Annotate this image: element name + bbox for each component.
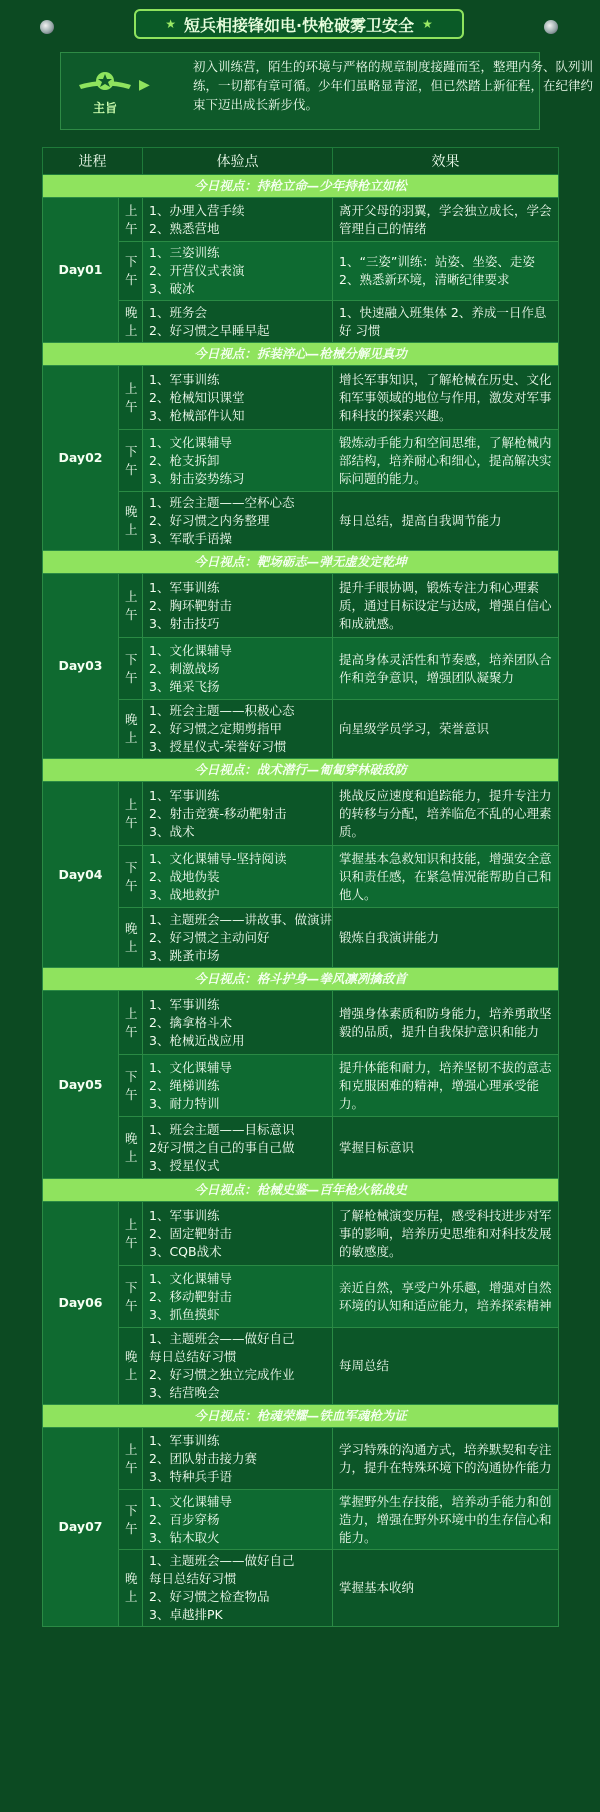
activity-item: 2、百步穿杨 bbox=[149, 1511, 220, 1527]
activity-item: 1、军事训练 bbox=[149, 787, 220, 803]
time-slot bbox=[119, 1117, 143, 1179]
time-slot bbox=[119, 430, 143, 492]
day-theme: 今日视点：持枪立命—少年持枪立如松 bbox=[43, 175, 559, 198]
day-label: Day03 bbox=[43, 574, 119, 759]
time-slot bbox=[119, 700, 143, 759]
table-row bbox=[43, 1055, 559, 1117]
time-slot bbox=[119, 782, 143, 846]
activities-cell bbox=[143, 492, 333, 551]
header-effects: 效果 bbox=[333, 148, 559, 175]
day-label: Day06 bbox=[43, 1202, 119, 1405]
activity-item: 3、钻木取火 bbox=[149, 1529, 220, 1545]
activity-item: 1、文化课辅导 bbox=[149, 642, 232, 658]
time-slot bbox=[119, 198, 143, 242]
activity-item: 2、射击竞赛-移动靶射击 bbox=[149, 805, 287, 821]
time-slot bbox=[119, 1055, 143, 1117]
table-row bbox=[43, 700, 559, 759]
table-row bbox=[43, 1328, 559, 1405]
effect-cell: 1、快速融入班集体 2、养成一日作息好 习惯 bbox=[333, 301, 559, 343]
time-slot-label: 上午 bbox=[125, 1005, 138, 1039]
activity-item: 3、卓越排PK bbox=[149, 1607, 223, 1622]
activity-item: 3、跳蚤市场 bbox=[149, 947, 220, 963]
activity-item: 1、文化课辅导 bbox=[149, 1493, 232, 1509]
schedule-body bbox=[43, 175, 559, 1627]
activity-item: 3、绳采飞扬 bbox=[149, 678, 220, 694]
activity-item: 3、战术 bbox=[149, 823, 195, 839]
day-theme: 今日视点：格斗护身—拳风凛冽擒敌首 bbox=[43, 968, 559, 991]
time-slot-label: 上午 bbox=[125, 380, 138, 414]
time-slot-label: 下午 bbox=[125, 1502, 138, 1536]
header-activities: 体验点 bbox=[143, 148, 333, 175]
activities-cell bbox=[143, 430, 333, 492]
day-theme-row bbox=[43, 551, 559, 574]
time-slot-label: 上午 bbox=[125, 1216, 138, 1250]
table-row bbox=[43, 1117, 559, 1179]
day-theme: 今日视点：枪魂荣耀—铁血军魂枪为证 bbox=[43, 1405, 559, 1428]
activity-item: 2、擒拿格斗术 bbox=[149, 1014, 232, 1030]
time-slot bbox=[119, 301, 143, 343]
table-row bbox=[43, 430, 559, 492]
effect-cell: 增强身体素质和防身能力，培养勇敢坚毅的品质，提升自我保护意识和能力 bbox=[333, 991, 559, 1055]
activity-item: 1、文化课辅导 bbox=[149, 1270, 232, 1286]
effect-cell: 1、“三姿”训练：站姿、坐姿、走姿 2、熟悉新环境，清晰纪律要求 bbox=[333, 242, 559, 301]
activities-cell bbox=[143, 1266, 333, 1328]
time-slot bbox=[119, 1202, 143, 1266]
time-slot bbox=[119, 574, 143, 638]
activity-item: 每日总结好习惯 bbox=[149, 1349, 237, 1364]
time-slot bbox=[119, 366, 143, 430]
activity-item: 1、军事训练 bbox=[149, 371, 220, 387]
table-row bbox=[43, 1266, 559, 1328]
day-theme: 今日视点：拆装淬心—枪械分解见真功 bbox=[43, 343, 559, 366]
time-slot-label: 上午 bbox=[125, 202, 138, 236]
day-theme-row bbox=[43, 1405, 559, 1428]
effect-cell: 向星级学员学习，荣誉意识 bbox=[333, 700, 559, 759]
day-label: Day01 bbox=[43, 198, 119, 343]
activity-item: 2、刺激战场 bbox=[149, 660, 220, 676]
activities-cell bbox=[143, 1055, 333, 1117]
activity-item: 2、好习惯之主动问好 bbox=[149, 929, 270, 945]
activity-item: 1、班会主题——目标意识 bbox=[149, 1121, 295, 1137]
time-slot-label: 晚上 bbox=[125, 1349, 138, 1382]
activities-cell bbox=[143, 366, 333, 430]
time-slot bbox=[119, 1550, 143, 1627]
table-row bbox=[43, 1490, 559, 1550]
time-slot bbox=[119, 638, 143, 700]
activity-item: 2好习惯之自己的事自己做 bbox=[149, 1139, 295, 1155]
time-slot-label: 晚上 bbox=[125, 1130, 138, 1164]
effect-cell: 亲近自然，享受户外乐趣，增强对自然环境的认知和适应能力，培养探索精神 bbox=[333, 1266, 559, 1328]
activity-item: 1、办理入营手续 bbox=[149, 202, 245, 218]
activity-item: 2、团队射击接力赛 bbox=[149, 1450, 257, 1466]
activity-item: 1、文化课辅导 bbox=[149, 1059, 232, 1075]
time-slot bbox=[119, 1266, 143, 1328]
activity-item: 2、枪支拆卸 bbox=[149, 452, 220, 468]
activity-item: 1、主题班会——做好自己 bbox=[149, 1331, 295, 1346]
effect-cell: 学习特殊的沟通方式，培养默契和专注力，提升在特殊环境下的沟通协作能力 bbox=[333, 1428, 559, 1490]
time-slot-label: 晚上 bbox=[125, 1571, 138, 1604]
time-slot-label: 下午 bbox=[125, 651, 138, 685]
activity-item: 3、枪械近战应用 bbox=[149, 1032, 245, 1048]
time-slot-label: 晚上 bbox=[125, 712, 138, 745]
day-theme: 今日视点：战术潜行—匍匐穿林破敌防 bbox=[43, 759, 559, 782]
arrow-right-icon: ▶ bbox=[139, 77, 150, 93]
activity-item: 3、耐力特训 bbox=[149, 1095, 220, 1111]
activity-item: 3、战地救护 bbox=[149, 886, 220, 902]
table-row bbox=[43, 366, 559, 430]
activity-item: 2、战地伪装 bbox=[149, 868, 220, 884]
activity-item: 1、文化课辅导-坚持阅读 bbox=[149, 850, 287, 866]
effect-cell: 挑战反应速度和追踪能力，提升专注力的转移与分配，培养临危不乱的心理素质。 bbox=[333, 782, 559, 846]
table-row bbox=[43, 242, 559, 301]
activities-cell bbox=[143, 1202, 333, 1266]
day-theme: 今日视点：枪械史鉴—百年枪火铭战史 bbox=[43, 1179, 559, 1202]
activities-cell bbox=[143, 908, 333, 968]
activity-item: 1、三姿训练 bbox=[149, 245, 220, 260]
time-slot bbox=[119, 1490, 143, 1550]
activity-item: 3、射击姿势练习 bbox=[149, 470, 245, 486]
star-icon: ★ bbox=[165, 17, 176, 31]
time-slot bbox=[119, 1328, 143, 1405]
table-row bbox=[43, 908, 559, 968]
banner-title: 短兵相接锋如电·快枪破雾卫安全 bbox=[183, 15, 415, 35]
day-theme-row bbox=[43, 175, 559, 198]
activity-item: 2、好习惯之内务整理 bbox=[149, 513, 270, 528]
day-theme-row bbox=[43, 343, 559, 366]
time-slot-label: 下午 bbox=[125, 1068, 138, 1102]
activities-cell bbox=[143, 1490, 333, 1550]
activity-item: 3、抓鱼摸虾 bbox=[149, 1306, 220, 1322]
effect-cell: 提升体能和耐力，培养坚韧不拔的意志和克服困难的精神，增强心理承受能力。 bbox=[333, 1055, 559, 1117]
effect-cell: 掌握目标意识 bbox=[333, 1117, 559, 1179]
activity-item: 1、军事训练 bbox=[149, 996, 220, 1012]
day-theme-row bbox=[43, 759, 559, 782]
effect-cell: 提升手眼协调，锻炼专注力和心理素质，通过目标设定与达成，增强自信心和成就感。 bbox=[333, 574, 559, 638]
activities-cell bbox=[143, 1428, 333, 1490]
day-label: Day04 bbox=[43, 782, 119, 968]
screw-icon bbox=[40, 20, 54, 34]
activities-cell bbox=[143, 198, 333, 242]
day-label: Day07 bbox=[43, 1428, 119, 1627]
activity-item: 3、特种兵手语 bbox=[149, 1468, 232, 1484]
effect-cell: 锻炼自我演讲能力 bbox=[333, 908, 559, 968]
activity-item: 2、好习惯之独立完成作业 bbox=[149, 1367, 295, 1382]
activity-item: 3、授星仪式 bbox=[149, 1157, 220, 1173]
day-label: Day02 bbox=[43, 366, 119, 551]
activities-cell bbox=[143, 1328, 333, 1405]
table-row bbox=[43, 1550, 559, 1627]
effect-cell: 了解枪械演变历程，感受科技进步对军事的影响，培养历史思维和对科技发展的敏感度。 bbox=[333, 1202, 559, 1266]
intro-text: 初入训练营，陌生的环境与严格的规章制度接踵而至，整理内务、队列训练，一切都有章可循。少年们虽略显青涩，但已然踏上新征程，在纪律约束下迈出成长新步伐。 bbox=[193, 59, 594, 112]
time-slot-label: 下午 bbox=[125, 443, 138, 477]
time-slot-label: 上午 bbox=[125, 588, 138, 622]
time-slot-label: 下午 bbox=[125, 859, 138, 893]
table-row bbox=[43, 574, 559, 638]
time-slot bbox=[119, 991, 143, 1055]
time-slot-label: 晚上 bbox=[125, 920, 138, 954]
activity-item: 3、军歌手语操 bbox=[149, 531, 232, 546]
activity-item: 1、文化课辅导 bbox=[149, 434, 232, 450]
activities-cell bbox=[143, 991, 333, 1055]
time-slot-label: 晚上 bbox=[125, 304, 138, 338]
table-row bbox=[43, 198, 559, 242]
screw-icon bbox=[544, 20, 558, 34]
header-progress: 进程 bbox=[43, 148, 143, 175]
table-row bbox=[43, 1202, 559, 1266]
activity-item: 3、射击技巧 bbox=[149, 615, 220, 631]
intro-box bbox=[60, 52, 594, 130]
day-theme-row bbox=[43, 1179, 559, 1202]
time-slot bbox=[119, 492, 143, 551]
activity-item: 1、班会主题——积极心态 bbox=[149, 703, 295, 718]
activity-item: 1、班会主题——空杯心态 bbox=[149, 495, 295, 510]
time-slot bbox=[119, 242, 143, 301]
activity-item: 3、授星仪式-荣誉好习惯 bbox=[149, 739, 287, 754]
activity-item: 2、绳梯训练 bbox=[149, 1077, 220, 1093]
effect-cell: 掌握基本急救知识和技能，增强安全意识和责任感，在紧急情况能帮助自己和他人。 bbox=[333, 846, 559, 908]
effect-cell: 提高身体灵活性和节奏感，培养团队合作和竞争意识，增强团队凝聚力 bbox=[333, 638, 559, 700]
activity-item: 2、熟悉营地 bbox=[149, 220, 220, 236]
activities-cell bbox=[143, 700, 333, 759]
day-theme-row bbox=[43, 968, 559, 991]
table-row bbox=[43, 638, 559, 700]
star-icon: ★ bbox=[422, 17, 433, 31]
time-slot-label: 晚上 bbox=[125, 504, 138, 537]
activities-cell bbox=[143, 1117, 333, 1179]
activities-cell bbox=[143, 846, 333, 908]
activity-item: 3、CQB战术 bbox=[149, 1243, 222, 1259]
time-slot-label: 下午 bbox=[125, 1279, 138, 1313]
effect-cell: 每日总结，提高自我调节能力 bbox=[333, 492, 559, 551]
effect-cell: 掌握野外生存技能，培养动手能力和创造力，增强在野外环境中的生存信心和能力。 bbox=[333, 1490, 559, 1550]
time-slot bbox=[119, 1428, 143, 1490]
activity-item: 1、军事训练 bbox=[149, 1432, 220, 1448]
time-slot bbox=[119, 908, 143, 968]
table-header bbox=[43, 148, 559, 175]
activity-item: 每日总结好习惯 bbox=[149, 1571, 237, 1586]
time-slot-label: 上午 bbox=[125, 796, 138, 830]
activity-item: 2、开营仪式表演 bbox=[149, 263, 245, 278]
activity-item: 2、好习惯之检查物品 bbox=[149, 1589, 270, 1604]
schedule-table bbox=[42, 147, 559, 1627]
table-row bbox=[43, 492, 559, 551]
activities-cell bbox=[143, 782, 333, 846]
effect-cell: 锻炼动手能力和空间思维，了解枪械内部结构，培养耐心和细心，提高解决实际问题的能力。 bbox=[333, 430, 559, 492]
table-row bbox=[43, 301, 559, 343]
effect-cell: 离开父母的羽翼，学会独立成长，学会管理自己的情绪 bbox=[333, 198, 559, 242]
activity-item: 1、主题班会——做好自己 bbox=[149, 1553, 295, 1568]
effect-cell: 增长军事知识，了解枪械在历史、文化和军事领域的地位与作用，激发对军事和科技的探索兴趣。 bbox=[333, 366, 559, 430]
effect-cell: 每周总结 bbox=[333, 1328, 559, 1405]
table-row bbox=[43, 782, 559, 846]
time-slot-label: 上午 bbox=[125, 1441, 138, 1475]
activity-item: 1、主题班会——讲故事、做演讲 bbox=[149, 911, 332, 927]
activity-item: 1、军事训练 bbox=[149, 1207, 220, 1223]
activities-cell bbox=[143, 1550, 333, 1627]
activities-cell bbox=[143, 638, 333, 700]
time-slot-label: 下午 bbox=[125, 254, 138, 287]
activity-item: 2、移动靶射击 bbox=[149, 1288, 232, 1304]
day-label: Day05 bbox=[43, 991, 119, 1179]
day-theme: 今日视点：靶场砺志—弹无虚发定乾坤 bbox=[43, 551, 559, 574]
activity-item: 3、破冰 bbox=[149, 281, 195, 296]
activity-item: 2、好习惯之早睡早起 bbox=[149, 322, 270, 338]
table-row bbox=[43, 991, 559, 1055]
activities-cell bbox=[143, 574, 333, 638]
activities-cell bbox=[143, 242, 333, 301]
activity-item: 1、军事训练 bbox=[149, 579, 220, 595]
activity-item: 2、胸环靶射击 bbox=[149, 597, 232, 613]
effect-cell: 掌握基本收纳 bbox=[333, 1550, 559, 1627]
table-row bbox=[43, 846, 559, 908]
activity-item: 2、好习惯之定期剪指甲 bbox=[149, 721, 282, 736]
time-slot bbox=[119, 846, 143, 908]
activity-item: 1、班务会 bbox=[149, 304, 207, 320]
emblem-label: 主旨 bbox=[92, 101, 117, 115]
activities-cell bbox=[143, 301, 333, 343]
activity-item: 2、固定靶射击 bbox=[149, 1225, 232, 1241]
title-banner bbox=[134, 9, 464, 39]
table-row bbox=[43, 1428, 559, 1490]
activity-item: 3、枪械部件认知 bbox=[149, 407, 245, 423]
activity-item: 3、结营晚会 bbox=[149, 1385, 220, 1400]
activity-item: 2、枪械知识课堂 bbox=[149, 389, 245, 405]
